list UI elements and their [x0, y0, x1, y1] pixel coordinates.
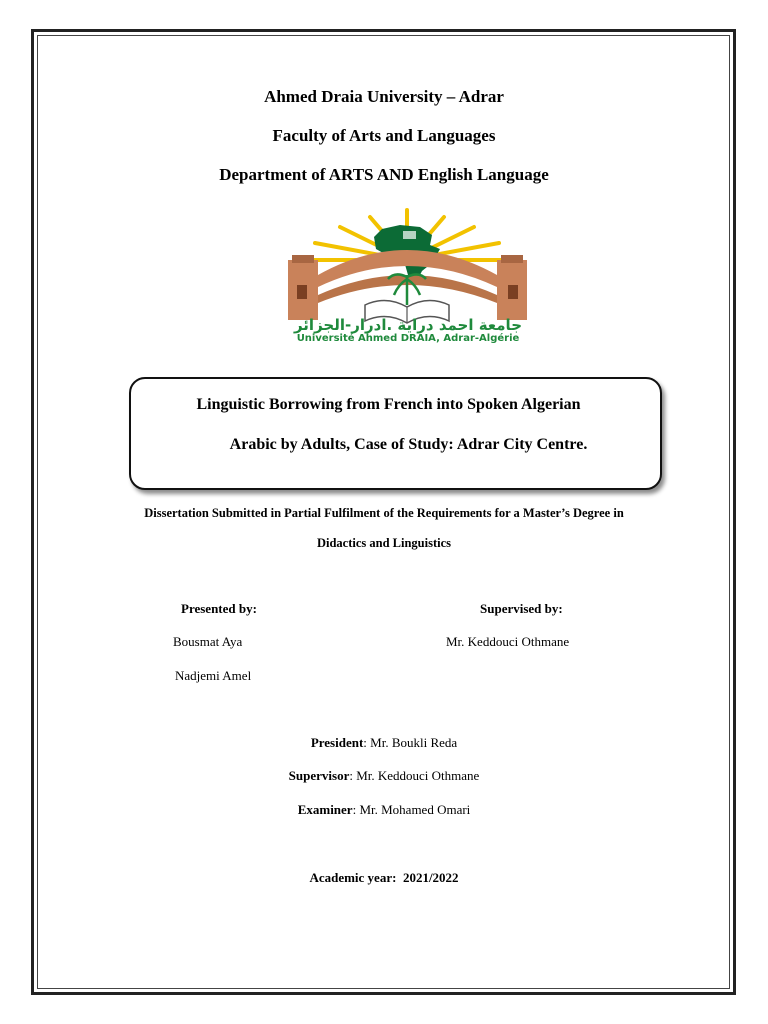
- student-name: Bousmat Aya: [173, 634, 243, 649]
- department-name: Department of ARTS AND English Language: [219, 165, 549, 184]
- submission-statement-line2: Didactics and Linguistics: [316, 536, 452, 550]
- jury-role: President: [310, 735, 364, 750]
- academic-year-value: 2021/2022: [402, 870, 459, 885]
- dissertation-title-line2: Arabic by Adults, Case of Study: Adrar City Centre.: [229, 436, 588, 453]
- dissertation-title-line1: Linguistic Borrowing from French into Spoken Algerian: [196, 396, 581, 413]
- university-name: Ahmed Draia University – Adrar: [264, 87, 504, 106]
- supervised-by-label: Supervised by:: [480, 601, 563, 616]
- jury-president: [0, 735, 768, 751]
- academic-year-label: Academic year:: [309, 870, 397, 885]
- jury-member-name: : Mr. Keddouci Othmane: [349, 768, 480, 783]
- faculty-name: Faculty of Arts and Languages: [272, 126, 496, 145]
- submission-statement-line1: Dissertation Submitted in Partial Fulfilment of the Requirements for a Master’s Degree in: [144, 506, 624, 520]
- presented-by-label: Presented by:: [181, 601, 257, 616]
- academic-year: [0, 870, 768, 886]
- jury-role: Examiner: [297, 802, 353, 817]
- jury-member-name: : Mr. Mohamed Omari: [352, 802, 471, 817]
- logo-french-text: Université Ahmed DRAIA, Adrar-Algérie: [296, 333, 520, 344]
- student-name: Nadjemi Amel: [175, 668, 252, 683]
- jury-role: Supervisor: [288, 768, 350, 783]
- jury-member-name: : Mr. Boukli Reda: [363, 735, 458, 750]
- logo-arabic-text: جامعة احمد دراية .ادرار-الجزائر: [293, 316, 523, 334]
- jury-examiner: [0, 802, 768, 818]
- title-box: [129, 377, 662, 490]
- supervisor-name: Mr. Keddouci Othmane: [446, 634, 570, 649]
- jury-supervisor: [0, 768, 768, 784]
